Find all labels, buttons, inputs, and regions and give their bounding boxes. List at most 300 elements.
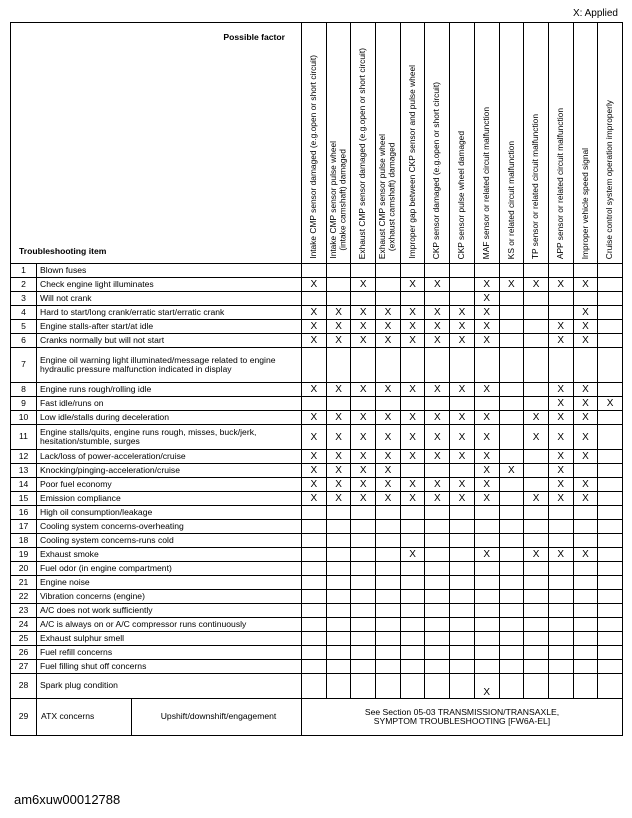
troubleshooting-item: Engine oil warning light illuminated/message related to engine hydraulic pressure malfunction indicated in display	[37, 348, 302, 383]
applied-cell: X	[376, 383, 401, 397]
row-number: 4	[11, 306, 37, 320]
troubleshooting-item: Engine stalls-after start/at idle	[37, 320, 302, 334]
applied-cell	[376, 520, 401, 534]
applied-cell	[548, 534, 573, 548]
applied-cell	[302, 646, 327, 660]
applied-cell	[598, 674, 623, 699]
applied-cell	[524, 604, 549, 618]
applied-cell: X	[573, 397, 598, 411]
applied-cell	[548, 590, 573, 604]
applied-cell	[351, 264, 376, 278]
applied-cell	[400, 590, 425, 604]
applied-cell: X	[400, 425, 425, 450]
applied-cell	[524, 397, 549, 411]
applied-cell	[400, 660, 425, 674]
applied-cell	[474, 264, 499, 278]
applied-cell	[524, 264, 549, 278]
applied-cell: X	[474, 450, 499, 464]
applied-cell	[524, 534, 549, 548]
row-number: 20	[11, 562, 37, 576]
applied-cell	[524, 348, 549, 383]
applied-cell	[598, 411, 623, 425]
table-body	[11, 264, 623, 736]
table-row	[11, 576, 623, 590]
applied-cell: X	[376, 411, 401, 425]
applied-cell	[351, 660, 376, 674]
applied-cell: X	[573, 478, 598, 492]
table-row	[11, 632, 623, 646]
table-row	[11, 646, 623, 660]
applied-cell: X	[474, 464, 499, 478]
applied-cell	[302, 604, 327, 618]
applied-cell	[524, 646, 549, 660]
applied-cell: X	[302, 425, 327, 450]
applied-cell	[351, 618, 376, 632]
applied-cell	[425, 264, 450, 278]
factor-label-line: Cruise control system operation improperly	[604, 99, 615, 259]
table-row	[11, 383, 623, 397]
applied-cell: X	[376, 492, 401, 506]
applied-cell	[524, 576, 549, 590]
table-row	[11, 604, 623, 618]
applied-cell	[450, 576, 475, 590]
applied-cell	[450, 604, 475, 618]
applied-cell	[400, 604, 425, 618]
factor-header-7	[450, 23, 475, 264]
applied-cell: X	[376, 425, 401, 450]
applied-cell	[524, 520, 549, 534]
applied-cell	[548, 604, 573, 618]
applied-cell: X	[400, 306, 425, 320]
applied-cell: X	[524, 425, 549, 450]
applied-cell	[425, 397, 450, 411]
table-row	[11, 397, 623, 411]
applied-cell	[425, 562, 450, 576]
applied-cell: X	[351, 306, 376, 320]
troubleshooting-item: High oil consumption/leakage	[37, 506, 302, 520]
applied-cell	[524, 478, 549, 492]
factor-label	[581, 148, 591, 259]
applied-cell: X	[400, 320, 425, 334]
applied-cell: X	[326, 450, 351, 464]
applied-cell	[524, 383, 549, 397]
applied-cell: X	[450, 320, 475, 334]
applied-cell: X	[302, 334, 327, 348]
applied-cell	[425, 464, 450, 478]
applied-cell	[598, 562, 623, 576]
applied-cell: X	[400, 450, 425, 464]
applied-cell	[376, 534, 401, 548]
applied-cell	[351, 646, 376, 660]
applied-cell: X	[326, 334, 351, 348]
applied-cell	[351, 674, 376, 699]
applied-cell	[524, 674, 549, 699]
applied-cell	[474, 604, 499, 618]
row-number: 15	[11, 492, 37, 506]
applied-cell	[499, 397, 524, 411]
applied-cell	[326, 292, 351, 306]
applied-cell	[400, 397, 425, 411]
applied-cell: X	[474, 548, 499, 562]
applied-cell: X	[548, 450, 573, 464]
applied-cell	[499, 604, 524, 618]
applied-cell	[474, 632, 499, 646]
applied-cell: X	[474, 320, 499, 334]
table-row	[11, 411, 623, 425]
applied-cell	[425, 618, 450, 632]
applied-cell	[351, 292, 376, 306]
factor-label-line: Improper gap between CKP sensor and pulse wheel	[406, 65, 417, 259]
troubleshooting-item: ATX concerns	[37, 699, 132, 736]
applied-cell: X	[326, 464, 351, 478]
applied-cell	[326, 618, 351, 632]
applied-cell	[376, 397, 401, 411]
applied-cell: X	[400, 383, 425, 397]
troubleshooting-item: Cranks normally but will not start	[37, 334, 302, 348]
troubleshooting-item: Knocking/pinging-acceleration/cruise	[37, 464, 302, 478]
row-number: 6	[11, 334, 37, 348]
applied-cell: X	[573, 278, 598, 292]
applied-cell	[302, 348, 327, 383]
applied-cell	[598, 464, 623, 478]
applied-cell: X	[351, 411, 376, 425]
applied-cell	[302, 264, 327, 278]
applied-cell	[376, 292, 401, 306]
applied-cell: X	[326, 411, 351, 425]
row-number: 29	[11, 699, 37, 736]
applied-cell	[302, 576, 327, 590]
applied-cell: X	[425, 492, 450, 506]
applied-cell	[376, 660, 401, 674]
applied-cell	[450, 562, 475, 576]
troubleshooting-item: Hard to start/long crank/erratic start/erratic crank	[37, 306, 302, 320]
applied-cell: X	[351, 320, 376, 334]
factor-label	[605, 100, 615, 259]
applied-cell	[548, 264, 573, 278]
applied-cell	[302, 520, 327, 534]
factor-label-line: Intake CMP sensor damaged (e.g.open or short circuit)	[308, 55, 319, 259]
row-number: 19	[11, 548, 37, 562]
table-row	[11, 699, 623, 736]
applied-cell: X	[524, 411, 549, 425]
factor-label-line: CKP sensor damaged (e.g.open or short circuit)	[431, 81, 442, 259]
applied-cell: X	[400, 478, 425, 492]
applied-cell	[598, 646, 623, 660]
applied-cell	[499, 306, 524, 320]
applied-cell: X	[376, 464, 401, 478]
applied-cell	[450, 348, 475, 383]
applied-cell	[400, 264, 425, 278]
table-row	[11, 278, 623, 292]
applied-cell: X	[425, 411, 450, 425]
applied-cell: X	[376, 450, 401, 464]
applied-cell: X	[302, 383, 327, 397]
factor-label	[408, 65, 418, 259]
table-row	[11, 562, 623, 576]
applied-cell	[376, 674, 401, 699]
applied-cell: X	[499, 278, 524, 292]
applied-cell	[499, 264, 524, 278]
table-row	[11, 506, 623, 520]
applied-cell	[499, 562, 524, 576]
applied-cell	[499, 348, 524, 383]
applied-cell	[524, 660, 549, 674]
factor-label-line: Exhaust CMP sensor damaged (e.g.open or short circuit)	[357, 47, 368, 259]
applied-cell	[474, 590, 499, 604]
applied-cell	[302, 506, 327, 520]
applied-cell	[573, 632, 598, 646]
troubleshooting-item: Fast idle/runs on	[37, 397, 302, 411]
factor-label	[457, 131, 467, 259]
applied-cell	[376, 506, 401, 520]
applied-cell	[302, 618, 327, 632]
factor-label-line: KS or related circuit malfunction	[505, 140, 516, 259]
applied-cell	[326, 590, 351, 604]
applied-cell	[326, 534, 351, 548]
applied-cell	[351, 576, 376, 590]
applied-cell	[524, 464, 549, 478]
row-number: 11	[11, 425, 37, 450]
troubleshooting-item: Engine noise	[37, 576, 302, 590]
applied-cell	[474, 576, 499, 590]
factor-header-11	[548, 23, 573, 264]
factor-header-3	[351, 23, 376, 264]
factor-header-4	[376, 23, 401, 264]
troubleshooting-item: Exhaust sulphur smell	[37, 632, 302, 646]
factor-header-8	[474, 23, 499, 264]
applied-cell	[598, 478, 623, 492]
applied-cell: X	[450, 425, 475, 450]
applied-cell	[499, 674, 524, 699]
applied-cell	[573, 674, 598, 699]
applied-cell	[548, 506, 573, 520]
table-row	[11, 618, 623, 632]
factor-header-10	[524, 23, 549, 264]
applied-cell	[425, 576, 450, 590]
applied-cell	[524, 306, 549, 320]
applied-cell	[474, 348, 499, 383]
applied-cell: X	[524, 492, 549, 506]
troubleshooting-item: Lack/loss of power-acceleration/cruise	[37, 450, 302, 464]
applied-cell	[499, 576, 524, 590]
applied-cell	[499, 411, 524, 425]
applied-cell: X	[598, 397, 623, 411]
applied-cell	[400, 520, 425, 534]
applied-cell: X	[425, 383, 450, 397]
applied-cell	[302, 292, 327, 306]
applied-cell	[598, 590, 623, 604]
applied-cell: X	[326, 478, 351, 492]
row-number: 21	[11, 576, 37, 590]
applied-cell: X	[573, 492, 598, 506]
troubleshooting-item: A/C is always on or A/C compressor runs continuously	[37, 618, 302, 632]
applied-cell	[376, 264, 401, 278]
applied-cell: X	[326, 383, 351, 397]
factor-label	[378, 134, 397, 259]
applied-cell	[573, 292, 598, 306]
applied-cell: X	[450, 450, 475, 464]
applied-cell: X	[450, 492, 475, 506]
applied-cell	[474, 534, 499, 548]
applied-cell: X	[548, 492, 573, 506]
applied-cell: X	[400, 334, 425, 348]
factor-header-13	[598, 23, 623, 264]
applied-cell	[302, 660, 327, 674]
applied-cell: X	[425, 450, 450, 464]
applied-cell: X	[474, 478, 499, 492]
applied-cell	[425, 660, 450, 674]
applied-cell	[376, 348, 401, 383]
applied-cell: X	[376, 334, 401, 348]
applied-cell	[548, 632, 573, 646]
applied-cell: X	[573, 320, 598, 334]
factor-label	[309, 55, 319, 259]
applied-cell	[302, 674, 327, 699]
applied-cell: X	[425, 278, 450, 292]
applied-cell	[598, 278, 623, 292]
applied-cell	[548, 562, 573, 576]
factor-header-5	[400, 23, 425, 264]
applied-cell	[598, 425, 623, 450]
applied-cell: X	[450, 478, 475, 492]
applied-cell	[450, 506, 475, 520]
table-row	[11, 348, 623, 383]
applied-cell	[499, 534, 524, 548]
applied-cell	[524, 334, 549, 348]
table-row	[11, 548, 623, 562]
applied-cell	[376, 618, 401, 632]
troubleshooting-item: Engine runs rough/rolling idle	[37, 383, 302, 397]
applied-cell	[598, 576, 623, 590]
factor-header-1	[302, 23, 327, 264]
applied-cell	[425, 604, 450, 618]
applied-cell	[351, 632, 376, 646]
applied-cell: X	[573, 411, 598, 425]
applied-cell	[499, 478, 524, 492]
applied-cell	[326, 278, 351, 292]
troubleshooting-item: Vibration concerns (engine)	[37, 590, 302, 604]
applied-cell: X	[573, 548, 598, 562]
applied-cell	[400, 646, 425, 660]
applied-cell	[425, 674, 450, 699]
applied-cell: X	[450, 383, 475, 397]
table-row	[11, 292, 623, 306]
applied-cell	[326, 348, 351, 383]
factor-label	[507, 141, 517, 259]
applied-cell	[598, 306, 623, 320]
applied-cell: X	[302, 411, 327, 425]
applied-cell	[425, 292, 450, 306]
applied-cell	[499, 450, 524, 464]
applied-cell	[499, 292, 524, 306]
applied-cell: X	[425, 320, 450, 334]
row-number: 7	[11, 348, 37, 383]
applied-cell: X	[474, 278, 499, 292]
applied-cell: X	[573, 334, 598, 348]
applied-cell	[376, 604, 401, 618]
applied-cell: X	[425, 334, 450, 348]
possible-factor-label: Possible factor	[223, 32, 286, 42]
applied-cell	[400, 506, 425, 520]
applied-cell	[425, 534, 450, 548]
row-number: 27	[11, 660, 37, 674]
troubleshooting-item: Spark plug condition	[37, 674, 302, 699]
row-number: 26	[11, 646, 37, 660]
applied-cell	[351, 548, 376, 562]
applied-cell	[524, 632, 549, 646]
applied-cell	[326, 548, 351, 562]
applied-cell	[400, 348, 425, 383]
applied-cell	[524, 590, 549, 604]
applied-cell	[376, 562, 401, 576]
applied-cell	[573, 576, 598, 590]
applied-cell	[302, 562, 327, 576]
table-row	[11, 492, 623, 506]
applied-cell	[450, 646, 475, 660]
applied-cell	[573, 534, 598, 548]
applied-cell	[425, 548, 450, 562]
row-number: 1	[11, 264, 37, 278]
applied-cell: X	[302, 278, 327, 292]
troubleshooting-item: Cooling system concerns-overheating	[37, 520, 302, 534]
applied-cell	[573, 590, 598, 604]
applied-cell	[376, 548, 401, 562]
applied-cell	[598, 320, 623, 334]
applied-cell: X	[474, 411, 499, 425]
applied-cell: X	[548, 383, 573, 397]
factor-header-2	[326, 23, 351, 264]
applied-cell	[474, 506, 499, 520]
row-number: 24	[11, 618, 37, 632]
table-row	[11, 264, 623, 278]
applied-cell	[400, 674, 425, 699]
applied-cell	[598, 632, 623, 646]
applied-cell	[326, 562, 351, 576]
troubleshooting-item: Poor fuel economy	[37, 478, 302, 492]
applied-cell: X	[376, 306, 401, 320]
applied-cell: X	[548, 548, 573, 562]
applied-cell: X	[400, 278, 425, 292]
applied-cell	[573, 264, 598, 278]
applied-cell: X	[400, 548, 425, 562]
applied-cell	[326, 520, 351, 534]
applied-cell	[326, 674, 351, 699]
applied-cell	[450, 464, 475, 478]
applied-cell	[598, 334, 623, 348]
troubleshooting-item: Exhaust smoke	[37, 548, 302, 562]
applied-cell	[351, 534, 376, 548]
applied-cell	[499, 548, 524, 562]
applied-cell: X	[474, 334, 499, 348]
see-line-2: SYMPTOM TROUBLESHOOTING [FW6A-EL]	[373, 716, 551, 726]
applied-cell	[573, 646, 598, 660]
table-row	[11, 464, 623, 478]
row-number: 25	[11, 632, 37, 646]
applied-cell	[351, 604, 376, 618]
applied-cell: X	[376, 320, 401, 334]
applied-cell	[400, 562, 425, 576]
applied-cell: X	[326, 306, 351, 320]
see-section-reference	[302, 699, 623, 736]
applied-cell	[598, 534, 623, 548]
applied-cell	[302, 632, 327, 646]
factor-header-12	[573, 23, 598, 264]
applied-cell: X	[548, 334, 573, 348]
row-number: 22	[11, 590, 37, 604]
applied-cell	[326, 264, 351, 278]
troubleshooting-item: Fuel filling shut off concerns	[37, 660, 302, 674]
table-row	[11, 450, 623, 464]
